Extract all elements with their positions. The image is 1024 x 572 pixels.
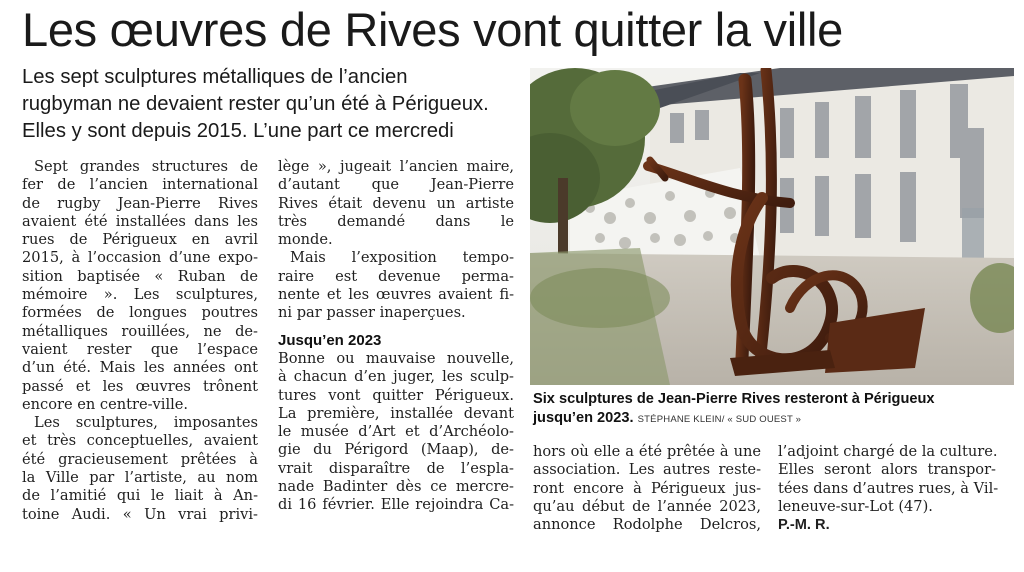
- text-line: vrait disparaître de l’espla-: [278, 459, 514, 477]
- text-line: toine Audi. « Un vrai privi-: [22, 505, 258, 523]
- text-line: nente et les œuvres avaient fi-: [278, 286, 514, 304]
- text-line: Rives était devenu un artiste: [278, 194, 514, 212]
- text-line: qu’au début de l’année 2023,: [533, 497, 761, 515]
- text-line: métalliques rouillées, ne de-: [22, 322, 258, 340]
- text-line: passé et les œuvres trônent: [22, 377, 258, 395]
- author-signature: P.-M. R.: [778, 517, 830, 534]
- text-line: rues de Périgueux en avril: [22, 231, 258, 249]
- text-line: gie du Périgord (Maap), de-: [278, 441, 514, 459]
- text-line: leneuve-sur-Lot (47).: [778, 497, 933, 515]
- text-line: à chacun d’en juger, les sculp-: [278, 368, 514, 386]
- spacer: [278, 323, 514, 332]
- photo-caption: [533, 390, 1013, 429]
- text-line: hors où elle a été prêtée à une: [533, 443, 761, 460]
- text-line: le musée d’Art et d’Archéolo-: [278, 423, 514, 441]
- text-line: 2015, à l’occasion d’une expo-: [22, 249, 258, 267]
- text-line: formées de longues poutres: [22, 304, 258, 322]
- text-line: ni par passer inaperçues.: [278, 304, 466, 322]
- text-line: d’un été. Mais les années ont: [22, 359, 258, 377]
- text-line: été gracieusement prêtées à: [22, 450, 258, 468]
- text-line: vaient rester que l’espace: [22, 340, 258, 358]
- text-line: association. Les autres reste-: [533, 461, 761, 479]
- text-line: di 16 février. Elle rejoindra Ca-: [278, 496, 514, 514]
- caption-text: jusqu’en 2023.: [533, 410, 634, 426]
- text-line: de rugby Jean-Pierre Rives: [22, 194, 258, 212]
- caption-line: Six sculptures de Jean-Pierre Rives resteront à Périgueux: [533, 391, 935, 407]
- text-line: avaient été installées dans les: [22, 212, 258, 230]
- text-line: Elles seront alors transpor-: [778, 461, 996, 479]
- text-line: nade Badinter dès ce mercre-: [278, 478, 514, 496]
- text-line: Mais l’exposition tempo-: [290, 249, 514, 267]
- text-line: l’adjoint chargé de la culture.: [778, 443, 998, 460]
- article-column-1: [22, 158, 258, 524]
- subheading: Jusqu’en 2023: [278, 331, 382, 349]
- text-line: tures vont quitter Périgueux.: [278, 386, 514, 404]
- text-line: d’autant que Jean-Pierre: [278, 176, 514, 194]
- text-line: encore en centre-ville.: [22, 395, 189, 413]
- text-line: monde.: [278, 231, 333, 249]
- article-column-3: [533, 443, 761, 534]
- text-line: raire est devenue perma-: [278, 267, 514, 285]
- article-column-4: [778, 443, 999, 534]
- text-line: Bonne ou mauvaise nouvelle,: [278, 349, 514, 367]
- text-line: mémoire ». Les sculptures,: [22, 286, 258, 304]
- article-column-2: [278, 158, 514, 515]
- lead-line: Les sept sculptures métalliques de l’ancien: [22, 66, 408, 88]
- headline: Les œuvres de Rives vont quitter la ville: [22, 3, 843, 56]
- text-line: La première, installée devant: [278, 404, 514, 422]
- text-line: fer de l’ancien international: [22, 176, 258, 194]
- photo-credit: STÉPHANE KLEIN/ « SUD OUEST »: [637, 414, 802, 425]
- caption-line-2: [533, 409, 1013, 429]
- text-line: annonce Rodolphe Delcros,: [533, 516, 761, 534]
- text-line: la Ville par l’artiste, au nom: [22, 469, 258, 487]
- lead-line: rugbyman ne devaient rester qu’un été à Périgueux.: [22, 93, 489, 115]
- text-line: ront encore à Périgueux jus-: [533, 479, 761, 497]
- text-line: Les sculptures, imposantes: [34, 414, 258, 432]
- text-line: tées dans d’autres rues, à Vil-: [778, 479, 999, 497]
- text-line: de l’amitié qui le liait à An-: [22, 487, 258, 505]
- photo-illustration: [530, 68, 1014, 385]
- lead-paragraph: [22, 64, 522, 145]
- text-line: Sept grandes structures de: [34, 158, 258, 175]
- text-line: lège », jugeait l’ancien maire,: [278, 158, 514, 175]
- text-line: sition baptisée « Ruban de: [22, 267, 258, 285]
- sculpture-photo: [530, 68, 1014, 385]
- text-line: très demandé dans le: [278, 212, 514, 230]
- text-line: et très conceptuelles, avaient: [22, 432, 258, 450]
- lead-line: Elles y sont depuis 2015. L’une part ce mercredi: [22, 120, 454, 142]
